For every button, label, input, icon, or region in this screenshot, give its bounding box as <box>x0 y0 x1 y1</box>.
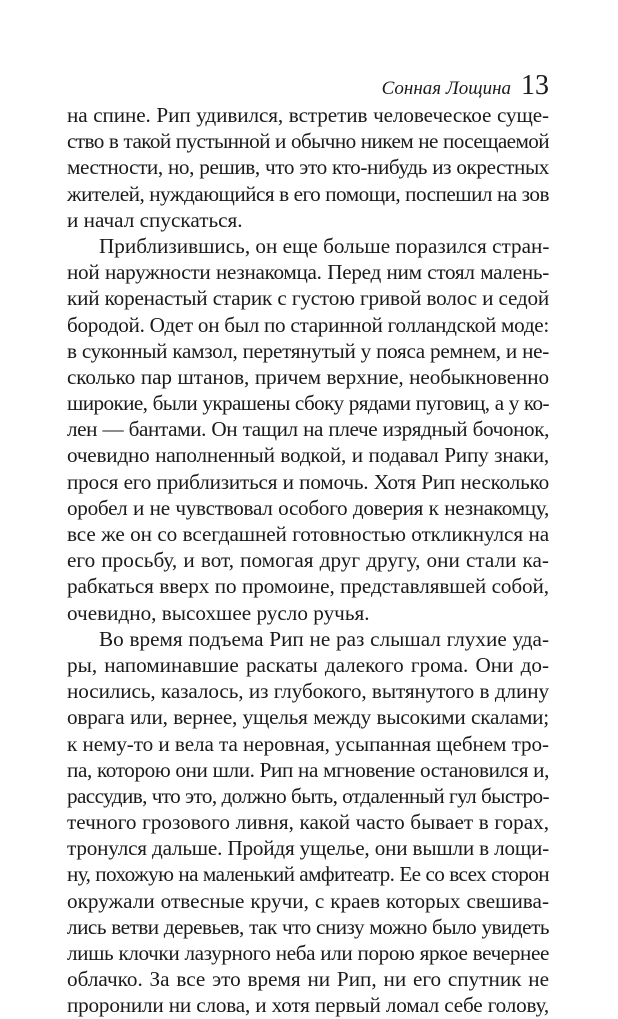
page-number: 13 <box>521 70 549 101</box>
body-text <box>67 102 549 1019</box>
text-line: рассудив, что это, должно быть, отдаленный гул быстро- <box>67 783 549 808</box>
text-line: кий коренастый старик с густою гривой волос и седой <box>67 286 549 311</box>
text-line: проронили ни слова, и хотя первый ломал себе голову, <box>67 993 549 1018</box>
text-line: и начал спускаться. <box>67 207 243 232</box>
text-line: Во время подъема Рип не раз слышал глухие уда- <box>99 626 549 651</box>
text-line: прося его приблизиться и помочь. Хотя Рип несколько <box>67 469 549 494</box>
text-line: сколько пар штанов, причем верхние, необыкновенно <box>67 364 549 389</box>
text-line: его просьбу, и вот, помогая друг другу, они стали ка- <box>67 548 549 573</box>
text-line: оробел и не чувствовал особого доверия к незнакомцу, <box>67 495 549 520</box>
text-line: рабкаться вверх по промоине, представлявшей собой, <box>67 574 549 599</box>
paragraph <box>67 233 549 626</box>
running-head <box>382 70 549 102</box>
text-line: лен — бантами. Он тащил на плече изрядный бочонок, <box>67 417 549 442</box>
text-line: ной наружности незнакомца. Перед ним стоял малень- <box>67 260 549 285</box>
text-line: тронулся дальше. Пройдя ущелье, они вышли в лощи- <box>67 836 549 861</box>
text-line: все же он со всегдашней готовностью откликнулся на <box>67 522 549 546</box>
text-line: лишь клочки лазурного неба или порою яркое вечернее <box>67 941 549 965</box>
text-line: бородой. Одет он был по старинной голландской моде: <box>67 312 549 337</box>
text-line: ры, напоминавшие раскаты далекого грома. Они до- <box>67 652 549 677</box>
chapter-title: Сонная Лощина <box>381 78 511 99</box>
text-line: оврага или, вернее, ущелья между высокими скалами; <box>67 705 549 730</box>
paragraph <box>67 102 549 233</box>
text-line: ну, похожую на маленький амфитеатр. Ее со всех сторон <box>67 862 549 887</box>
text-line: облачко. За все это время ни Рип, ни его спутник не <box>67 967 549 992</box>
text-line: Приблизившись, он еще больше поразился стран- <box>99 233 550 258</box>
text-line: ство в такой пустынной и обычно никем не посещаемой <box>67 129 549 154</box>
text-line: местности, но, решив, что это кто-нибудь из окрестных <box>67 155 549 180</box>
paragraph <box>67 626 549 1019</box>
text-line: на спине. Рип удивился, встретив человеческое суще- <box>67 103 549 127</box>
text-line: широкие, были украшены сбоку рядами пуговиц, а у ко- <box>67 391 549 416</box>
text-line: жителей, нуждающийся в его помощи, поспешил на зов <box>67 181 549 206</box>
text-line: в суконный камзол, перетянутый у пояса ремнем, и не- <box>67 338 549 363</box>
text-line: очевидно, высохшее русло ручья. <box>67 600 370 625</box>
text-line: к нему-то и вела та неровная, усыпанная щебнем тро- <box>67 731 549 756</box>
text-line: очевидно наполненный водкой, и подавал Рипу знаки, <box>67 443 549 468</box>
text-line: окружали отвесные кручи, с краев которых свешива- <box>67 888 549 913</box>
text-line: носились, казалось, из глубокого, вытянутого в длину <box>67 679 549 704</box>
text-line: па, которою они шли. Рип на мгновение остановился и, <box>67 757 549 782</box>
text-line: лись ветви деревьев, так что снизу можно было увидеть <box>67 914 549 939</box>
text-line: течного грозового ливня, какой часто бывает в горах, <box>67 810 549 835</box>
